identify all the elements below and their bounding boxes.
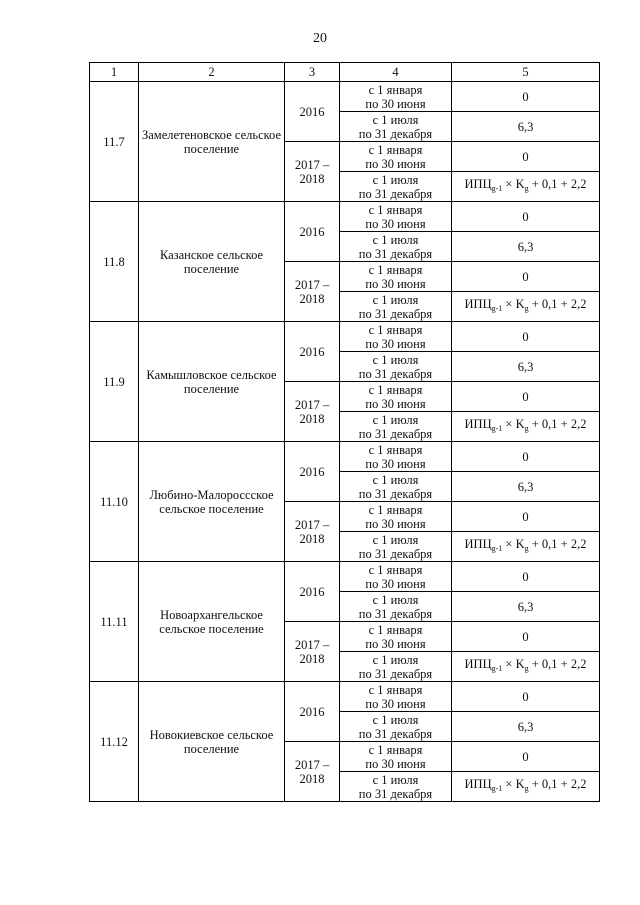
formula-subscript: g-1 xyxy=(491,304,503,313)
period-cell xyxy=(340,712,452,742)
formula-tail: + 0,1 + 2,2 xyxy=(528,297,587,311)
tariff-value: 6,3 xyxy=(452,472,600,502)
column-header: 4 xyxy=(340,63,452,82)
formula-subscript: g xyxy=(524,424,529,433)
text-line: по 30 июня xyxy=(365,276,426,291)
period-cell xyxy=(340,202,452,232)
formula-mid: × K xyxy=(502,177,525,191)
period-cell xyxy=(340,442,452,472)
text-line: по 30 июня xyxy=(365,576,426,591)
text-line: 2017 – xyxy=(294,757,330,772)
period-cell xyxy=(340,592,452,622)
text-line: 2017 – xyxy=(294,397,330,412)
text-line: по 30 июня xyxy=(365,396,426,411)
formula-mid: × K xyxy=(502,537,525,551)
formula-subscript: g xyxy=(524,184,529,193)
settlement-name: Новоархангельское сельское поселение xyxy=(139,562,285,682)
formula-mid: × K xyxy=(502,417,525,431)
tariff-formula xyxy=(452,532,600,562)
tariff-formula xyxy=(452,652,600,682)
tariff-value: 0 xyxy=(452,322,600,352)
formula-subscript: g xyxy=(524,304,529,313)
tariff-formula xyxy=(452,412,600,442)
tariff-value: 6,3 xyxy=(452,352,600,382)
text-line: с 1 января xyxy=(368,442,423,457)
text-line: по 31 декабря xyxy=(358,786,433,801)
tariff-formula xyxy=(452,772,600,802)
text-line: по 31 декабря xyxy=(358,486,433,501)
tariff-value: 0 xyxy=(452,442,600,472)
formula-tail: + 0,1 + 2,2 xyxy=(528,417,587,431)
year-cell xyxy=(285,262,340,322)
formula-base: ИПЦ xyxy=(464,297,492,311)
table-row xyxy=(90,682,600,712)
text-line: с 1 июля xyxy=(372,172,419,187)
text-line: 2017 – xyxy=(294,517,330,532)
text-line: по 30 июня xyxy=(365,696,426,711)
text-line: 2018 xyxy=(299,531,325,546)
table-body xyxy=(90,82,600,802)
text-line: с 1 января xyxy=(368,682,423,697)
settlement-name: Любино-Малороссское сельское поселение xyxy=(139,442,285,562)
text-line: 2017 – xyxy=(294,637,330,652)
tariff-formula xyxy=(452,172,600,202)
tariff-value: 0 xyxy=(452,382,600,412)
period-cell xyxy=(340,232,452,262)
period-cell xyxy=(340,352,452,382)
period-cell xyxy=(340,412,452,442)
text-line: по 31 декабря xyxy=(358,246,433,261)
text-line: с 1 января xyxy=(368,502,423,517)
year-cell xyxy=(285,742,340,802)
text-line: по 30 июня xyxy=(365,336,426,351)
year-cell: 2016 xyxy=(285,682,340,742)
text-line: 2017 – xyxy=(294,157,330,172)
formula-subscript: g-1 xyxy=(491,424,503,433)
text-line: по 31 декабря xyxy=(358,306,433,321)
text-line: 2018 xyxy=(299,771,325,786)
text-line: по 30 июня xyxy=(365,156,426,171)
tariff-value: 0 xyxy=(452,142,600,172)
formula-mid: × K xyxy=(502,777,525,791)
year-cell xyxy=(285,502,340,562)
tariff-value: 0 xyxy=(452,502,600,532)
text-line: с 1 июля xyxy=(372,532,419,547)
table-row xyxy=(90,322,600,352)
formula-subscript: g-1 xyxy=(491,184,503,193)
formula-mid: × K xyxy=(502,297,525,311)
text-line: с 1 января xyxy=(368,202,423,217)
table-row xyxy=(90,82,600,112)
formula-mid: × K xyxy=(502,657,525,671)
text-line: по 30 июня xyxy=(365,456,426,471)
text-line: 2018 xyxy=(299,651,325,666)
row-number: 11.12 xyxy=(90,682,139,802)
formula-base: ИПЦ xyxy=(464,777,492,791)
period-cell xyxy=(340,82,452,112)
text-line: с 1 января xyxy=(368,82,423,97)
text-line: по 31 декабря xyxy=(358,126,433,141)
year-cell: 2016 xyxy=(285,562,340,622)
period-cell xyxy=(340,502,452,532)
text-line: 2017 – xyxy=(294,277,330,292)
period-cell xyxy=(340,172,452,202)
period-cell xyxy=(340,622,452,652)
text-line: 2018 xyxy=(299,411,325,426)
table-row xyxy=(90,562,600,592)
tariff-value: 6,3 xyxy=(452,232,600,262)
formula-base: ИПЦ xyxy=(464,177,492,191)
settlement-name: Замелетеновское сельское поселение xyxy=(139,82,285,202)
text-line: по 31 декабря xyxy=(358,726,433,741)
text-line: по 30 июня xyxy=(365,216,426,231)
year-cell: 2016 xyxy=(285,82,340,142)
text-line: с 1 июля xyxy=(372,592,419,607)
text-line: с 1 июля xyxy=(372,772,419,787)
text-line: с 1 июля xyxy=(372,412,419,427)
text-line: с 1 января xyxy=(368,142,423,157)
text-line: 2018 xyxy=(299,291,325,306)
text-line: по 31 декабря xyxy=(358,666,433,681)
period-cell xyxy=(340,292,452,322)
text-line: с 1 января xyxy=(368,382,423,397)
text-line: по 30 июня xyxy=(365,96,426,111)
settlement-name: Камышловское сельское поселение xyxy=(139,322,285,442)
row-number: 11.8 xyxy=(90,202,139,322)
tariff-value: 0 xyxy=(452,682,600,712)
text-line: с 1 января xyxy=(368,622,423,637)
text-line: 2018 xyxy=(299,171,325,186)
column-header: 1 xyxy=(90,63,139,82)
page-number: 20 xyxy=(313,31,327,46)
year-cell: 2016 xyxy=(285,322,340,382)
text-line: с 1 января xyxy=(368,262,423,277)
formula-base: ИПЦ xyxy=(464,657,492,671)
formula-tail: + 0,1 + 2,2 xyxy=(528,777,587,791)
text-line: по 31 декабря xyxy=(358,366,433,381)
table-row xyxy=(90,442,600,472)
text-line: по 30 июня xyxy=(365,636,426,651)
year-cell: 2016 xyxy=(285,202,340,262)
tariff-table xyxy=(89,62,600,802)
period-cell xyxy=(340,322,452,352)
formula-tail: + 0,1 + 2,2 xyxy=(528,537,587,551)
period-cell xyxy=(340,262,452,292)
row-number: 11.7 xyxy=(90,82,139,202)
period-cell xyxy=(340,112,452,142)
text-line: с 1 января xyxy=(368,562,423,577)
formula-subscript: g-1 xyxy=(491,784,503,793)
formula-subscript: g xyxy=(524,784,529,793)
column-header: 5 xyxy=(452,63,600,82)
text-line: с 1 июля xyxy=(372,112,419,127)
formula-subscript: g xyxy=(524,664,529,673)
tariff-value: 6,3 xyxy=(452,112,600,142)
formula-subscript: g xyxy=(524,544,529,553)
tariff-value: 6,3 xyxy=(452,712,600,742)
tariff-value: 0 xyxy=(452,262,600,292)
text-line: по 31 декабря xyxy=(358,606,433,621)
settlement-name: Новокиевское сельское поселение xyxy=(139,682,285,802)
table-header-row xyxy=(90,63,600,82)
tariff-value: 6,3 xyxy=(452,592,600,622)
period-cell xyxy=(340,742,452,772)
tariff-value: 0 xyxy=(452,742,600,772)
period-cell xyxy=(340,772,452,802)
tariff-value: 0 xyxy=(452,82,600,112)
text-line: с 1 января xyxy=(368,742,423,757)
period-cell xyxy=(340,142,452,172)
formula-subscript: g-1 xyxy=(491,544,503,553)
table-row xyxy=(90,202,600,232)
text-line: с 1 января xyxy=(368,322,423,337)
year-cell xyxy=(285,142,340,202)
period-cell xyxy=(340,682,452,712)
tariff-value: 0 xyxy=(452,202,600,232)
column-header: 3 xyxy=(285,63,340,82)
text-line: с 1 июля xyxy=(372,232,419,247)
text-line: с 1 июля xyxy=(372,712,419,727)
text-line: с 1 июля xyxy=(372,352,419,367)
column-header: 2 xyxy=(139,63,285,82)
text-line: по 31 декабря xyxy=(358,546,433,561)
formula-base: ИПЦ xyxy=(464,537,492,551)
text-line: с 1 июля xyxy=(372,292,419,307)
text-line: по 30 июня xyxy=(365,756,426,771)
text-line: по 31 декабря xyxy=(358,186,433,201)
formula-tail: + 0,1 + 2,2 xyxy=(528,657,587,671)
period-cell xyxy=(340,562,452,592)
text-line: с 1 июля xyxy=(372,652,419,667)
period-cell xyxy=(340,472,452,502)
period-cell xyxy=(340,652,452,682)
text-line: по 31 декабря xyxy=(358,426,433,441)
formula-subscript: g-1 xyxy=(491,664,503,673)
text-line: по 30 июня xyxy=(365,516,426,531)
text-line: с 1 июля xyxy=(372,472,419,487)
settlement-name: Казанское сельское поселение xyxy=(139,202,285,322)
formula-base: ИПЦ xyxy=(464,417,492,431)
year-cell xyxy=(285,622,340,682)
tariff-value: 0 xyxy=(452,622,600,652)
row-number: 11.11 xyxy=(90,562,139,682)
row-number: 11.10 xyxy=(90,442,139,562)
row-number: 11.9 xyxy=(90,322,139,442)
year-cell xyxy=(285,382,340,442)
period-cell xyxy=(340,532,452,562)
formula-tail: + 0,1 + 2,2 xyxy=(528,177,587,191)
tariff-formula xyxy=(452,292,600,322)
year-cell: 2016 xyxy=(285,442,340,502)
tariff-value: 0 xyxy=(452,562,600,592)
period-cell xyxy=(340,382,452,412)
